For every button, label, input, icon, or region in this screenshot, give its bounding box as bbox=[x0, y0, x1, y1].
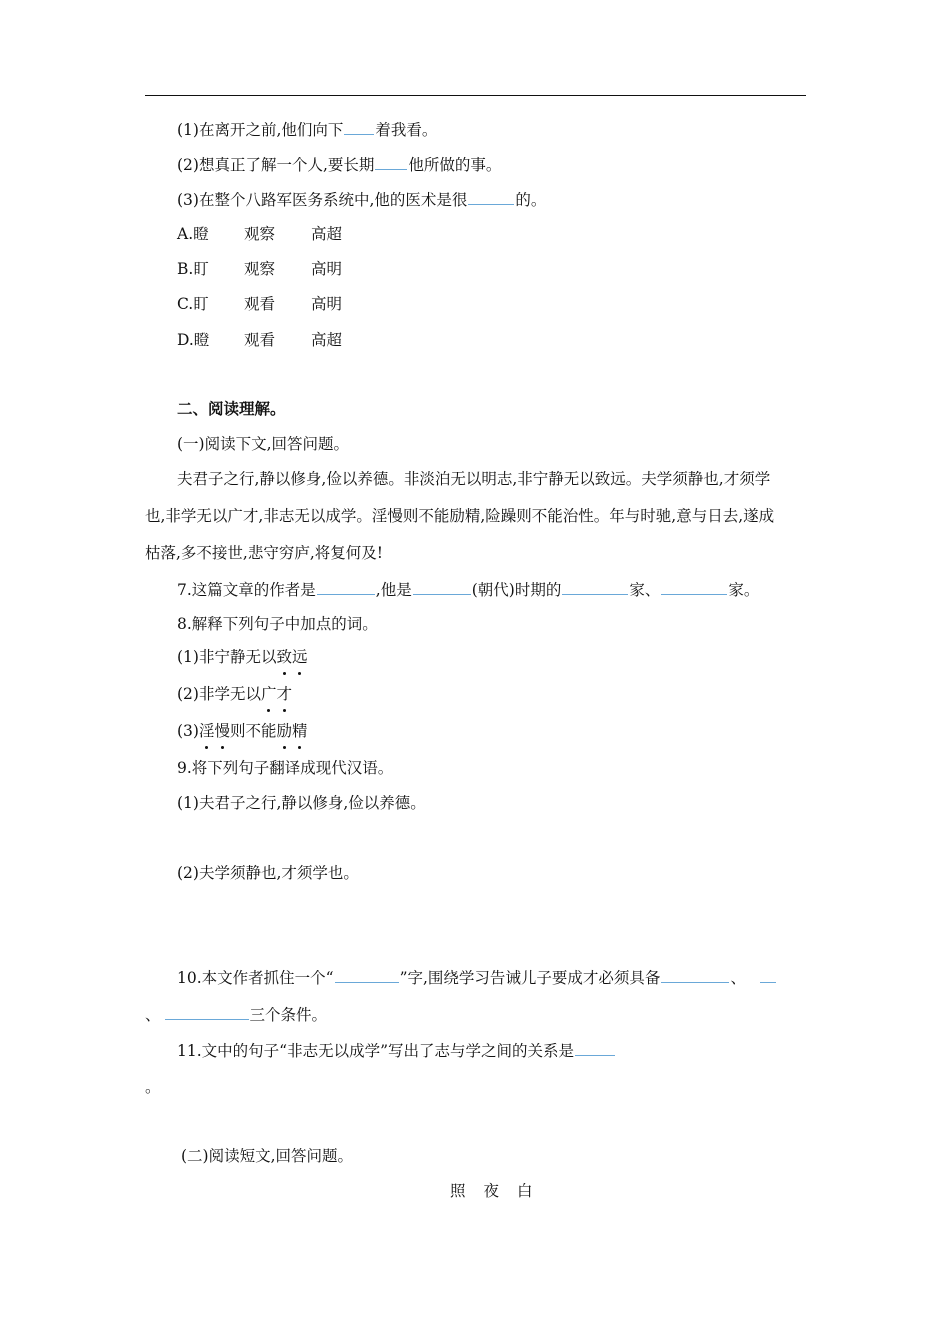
condition-blank-3[interactable] bbox=[165, 1004, 249, 1020]
q8-item-3: (3)淫慢则不能励精 bbox=[177, 722, 308, 740]
passage-line-3: 枯落,多不接世,悲守穷庐,将复何及! bbox=[145, 544, 384, 562]
option-b[interactable]: B.盯 观察 高明 bbox=[177, 260, 343, 278]
option-c[interactable]: C.盯 观看 高明 bbox=[177, 295, 343, 313]
q8-item-1: (1)非宁静无以致远 bbox=[177, 648, 308, 666]
key-char-blank[interactable] bbox=[335, 967, 399, 983]
option-a[interactable]: A.瞪 观察 高超 bbox=[177, 225, 343, 243]
passage-line-2: 也,非学无以广才,非志无以成学。淫慢则不能励精,险躁则不能治性。年与时驰,意与日去,遂成 bbox=[145, 507, 775, 525]
header-rule bbox=[145, 95, 806, 96]
q10: 10.本文作者抓住一个“ ”字,围绕学习告诫儿子要成才必须具备 、 bbox=[177, 967, 777, 988]
dynasty-blank[interactable] bbox=[413, 579, 471, 595]
q6-sentence-2: (2)想真正了解一个人,要长期 他所做的事。 bbox=[177, 156, 502, 174]
section-heading: 二、阅读理解。 bbox=[177, 399, 286, 418]
q8-item-2: (2)非学无以广才 bbox=[177, 685, 292, 703]
author-blank[interactable] bbox=[317, 579, 375, 595]
answer-blank[interactable] bbox=[344, 119, 374, 135]
answer-blank[interactable] bbox=[468, 189, 514, 205]
relation-blank[interactable] bbox=[575, 1040, 615, 1056]
role-blank-1[interactable] bbox=[562, 579, 628, 595]
passage-line-1: 夫君子之行,静以修身,俭以养德。非淡泊无以明志,非宁静无以致远。夫学须静也,才须学 bbox=[177, 470, 771, 488]
q6-sentence-3: (3)在整个八路军医务系统中,他的医术是很 的。 bbox=[177, 191, 547, 209]
role-blank-2[interactable] bbox=[661, 579, 727, 595]
q6-sentence-1: (1)在离开之前,他们向下 着我看。 bbox=[177, 121, 438, 139]
q11: 11.文中的句子“非志无以成学”写出了志与学之间的关系是 bbox=[177, 1040, 616, 1061]
condition-blank-1[interactable] bbox=[661, 967, 729, 983]
q7: 7.这篇文章的作者是 ,他是 (朝代)时期的 家、 家。 bbox=[177, 581, 760, 599]
story-title: 照 夜 白 bbox=[450, 1182, 533, 1200]
part2-heading: (二)阅读短文,回答问题。 bbox=[181, 1147, 354, 1165]
q10-continued: 、 三个条件。 bbox=[145, 1006, 328, 1024]
answer-blank[interactable] bbox=[375, 154, 407, 170]
option-d[interactable]: D.瞪 观看 高超 bbox=[177, 331, 343, 349]
q8-stem: 8.解释下列句子中加点的词。 bbox=[177, 615, 378, 633]
q9-item-1: (1)夫君子之行,静以修身,俭以养德。 bbox=[177, 794, 426, 812]
part1-heading: (一)阅读下文,回答问题。 bbox=[177, 435, 350, 453]
q11-end: 。 bbox=[145, 1078, 161, 1096]
condition-blank-2[interactable] bbox=[760, 967, 776, 983]
q9-stem: 9.将下列句子翻译成现代汉语。 bbox=[177, 759, 394, 777]
q9-item-2: (2)夫学须静也,才须学也。 bbox=[177, 864, 359, 882]
